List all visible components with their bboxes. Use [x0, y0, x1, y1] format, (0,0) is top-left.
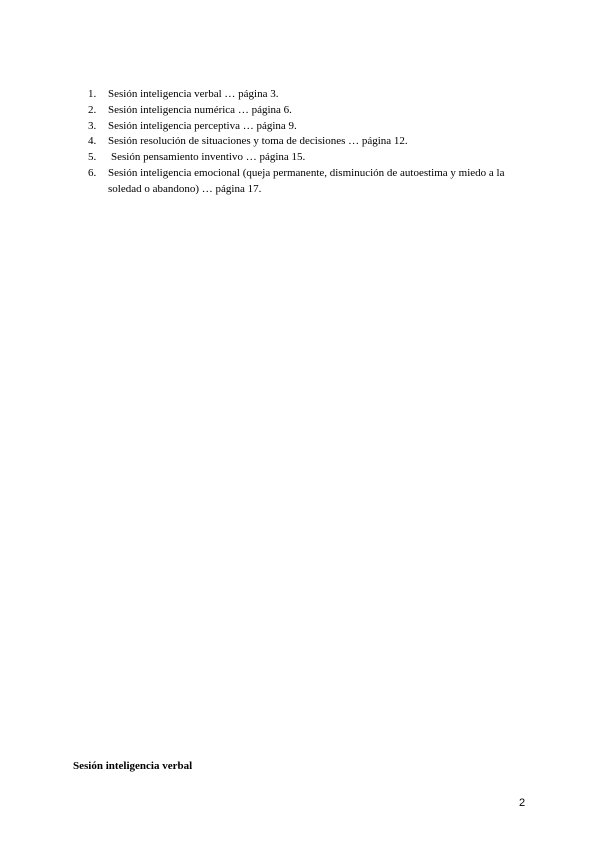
toc-item: [88, 134, 508, 150]
toc-item-text: Sesión inteligencia numérica … página 6.: [108, 103, 292, 116]
toc-item: [88, 150, 508, 166]
toc-item-number: 3.: [88, 119, 97, 132]
toc-item-number: 1.: [88, 88, 97, 100]
toc-item-number: 6.: [88, 166, 97, 179]
toc-item-text: Sesión resolución de situaciones y toma de decisiones … página 12.: [108, 135, 408, 148]
toc-item: [88, 87, 508, 103]
toc-item-text: Sesión inteligencia emocional (queja permanente, disminución de autoestima y miedo a la soledad o abandono) … página 17.: [108, 166, 505, 195]
toc-item-number: 2.: [88, 103, 97, 116]
page-number: 2: [519, 797, 526, 809]
table-of-contents: [88, 87, 508, 198]
section-heading: Sesión inteligencia verbal: [73, 760, 193, 772]
toc-item: [88, 119, 508, 135]
toc-item-text: Sesión pensamiento inventivo … página 15.: [111, 151, 306, 164]
toc-item-text: Sesión inteligencia verbal … página 3.: [108, 88, 279, 100]
toc-item: [88, 166, 508, 198]
toc-item-text: Sesión inteligencia perceptiva … página 9.: [108, 119, 297, 132]
toc-item-number: 5.: [88, 151, 97, 164]
toc-item: [88, 103, 508, 119]
toc-item-number: 4.: [88, 135, 97, 148]
